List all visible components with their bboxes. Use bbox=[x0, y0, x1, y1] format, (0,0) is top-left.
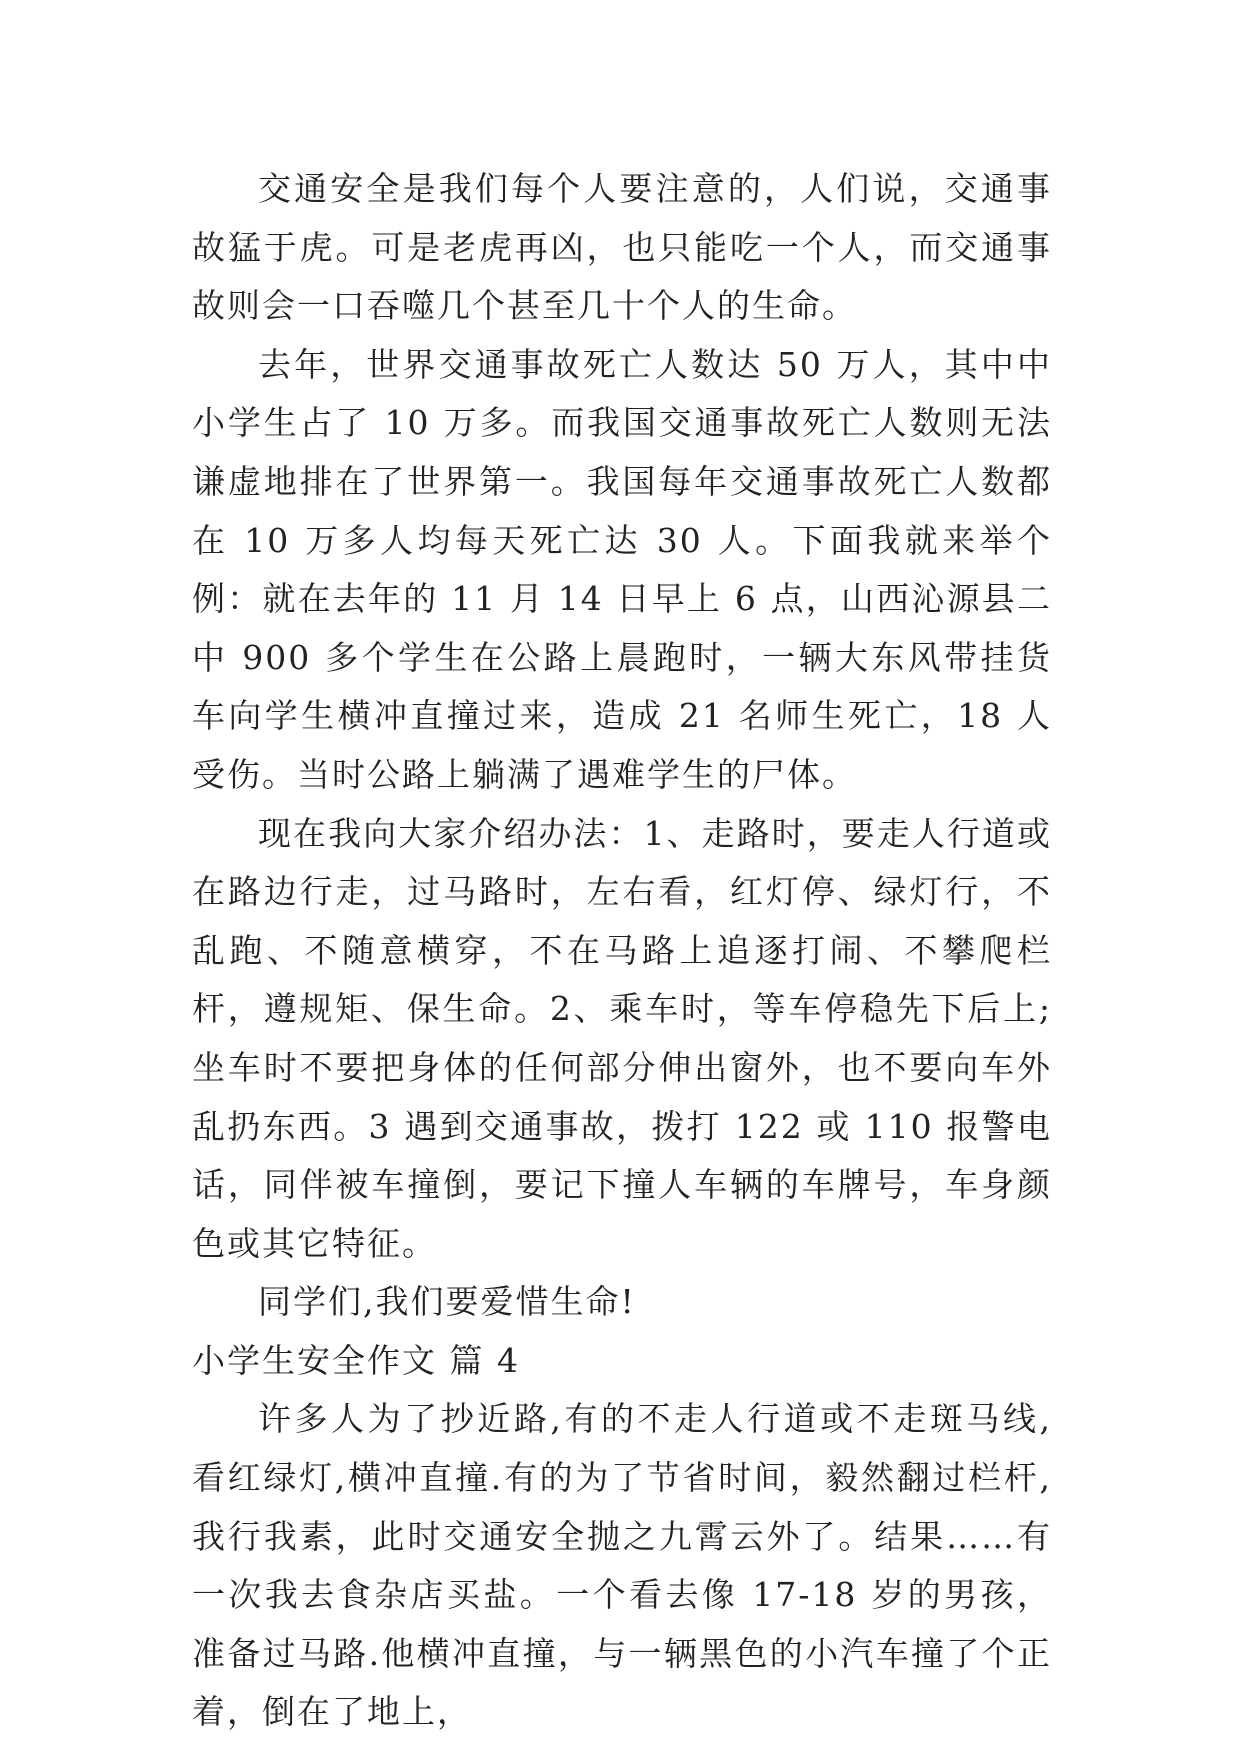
document-body bbox=[192, 160, 1052, 1742]
paragraph-traffic-danger: 交通安全是我们每个人要注意的，人们说，交通事故猛于虎。可是老虎再凶，也只能吃一个人，而交通事故则会一口吞噬几个甚至几十个人的生命。 bbox=[192, 169, 1052, 326]
section-heading: 小学生安全作文 篇 4 bbox=[192, 1340, 520, 1380]
paragraph-essay-4: 许多人为了抄近路,有的不走人行道或不走斑马线,看红绿灯,横冲直撞.有的为了节省时间，毅然翻过栏杆,我行我素，此时交通安全抛之九霄云外了。结果……有一次我去食杂店买盐。一个看去像 17-18 岁的男孩，准备过马路.他横冲直撞，与一辆黑色的小汽车撞了个正着，倒在了地上， bbox=[192, 1399, 1052, 1732]
paragraph-cherish-life: 同学们,我们要爱惜生命! bbox=[258, 1282, 636, 1322]
paragraph-safety-methods: 现在我向大家介绍办法：1、走路时，要走人行道或在路边行走，过马路时，左右看，红灯停、绿灯行，不乱跑、不随意横穿，不在马路上追逐打闹、不攀爬栏杆，遵规矩、保生命。2、乘车时，等车停稳先下后上;坐车时不要把身体的任何部分伸出窗外，也不要向车外乱扔东西。3 遇到交通事故，拨打 122 或 110 报警电话，同伴被车撞倒，要记下撞人车辆的车牌号，车身颜色或其它特征。 bbox=[192, 813, 1052, 1263]
paragraph-statistics: 去年，世界交通事故死亡人数达 50 万人，其中中小学生占了 10 万多。而我国交通事故死亡人数则无法谦虚地排在了世界第一。我国每年交通事故死亡人数都在 10 万多人均每天死亡达 30 人。下面我就来举个例：就在去年的 11 月 14 日早上 6 点，山西沁源县二中 900 多个学生在公路上晨跑时，一辆大东风带挂货车向学生横冲直撞过来，造成 21 名师生死亡，18 人受伤。当时公路上躺满了遇难学生的尸体。 bbox=[192, 344, 1052, 794]
